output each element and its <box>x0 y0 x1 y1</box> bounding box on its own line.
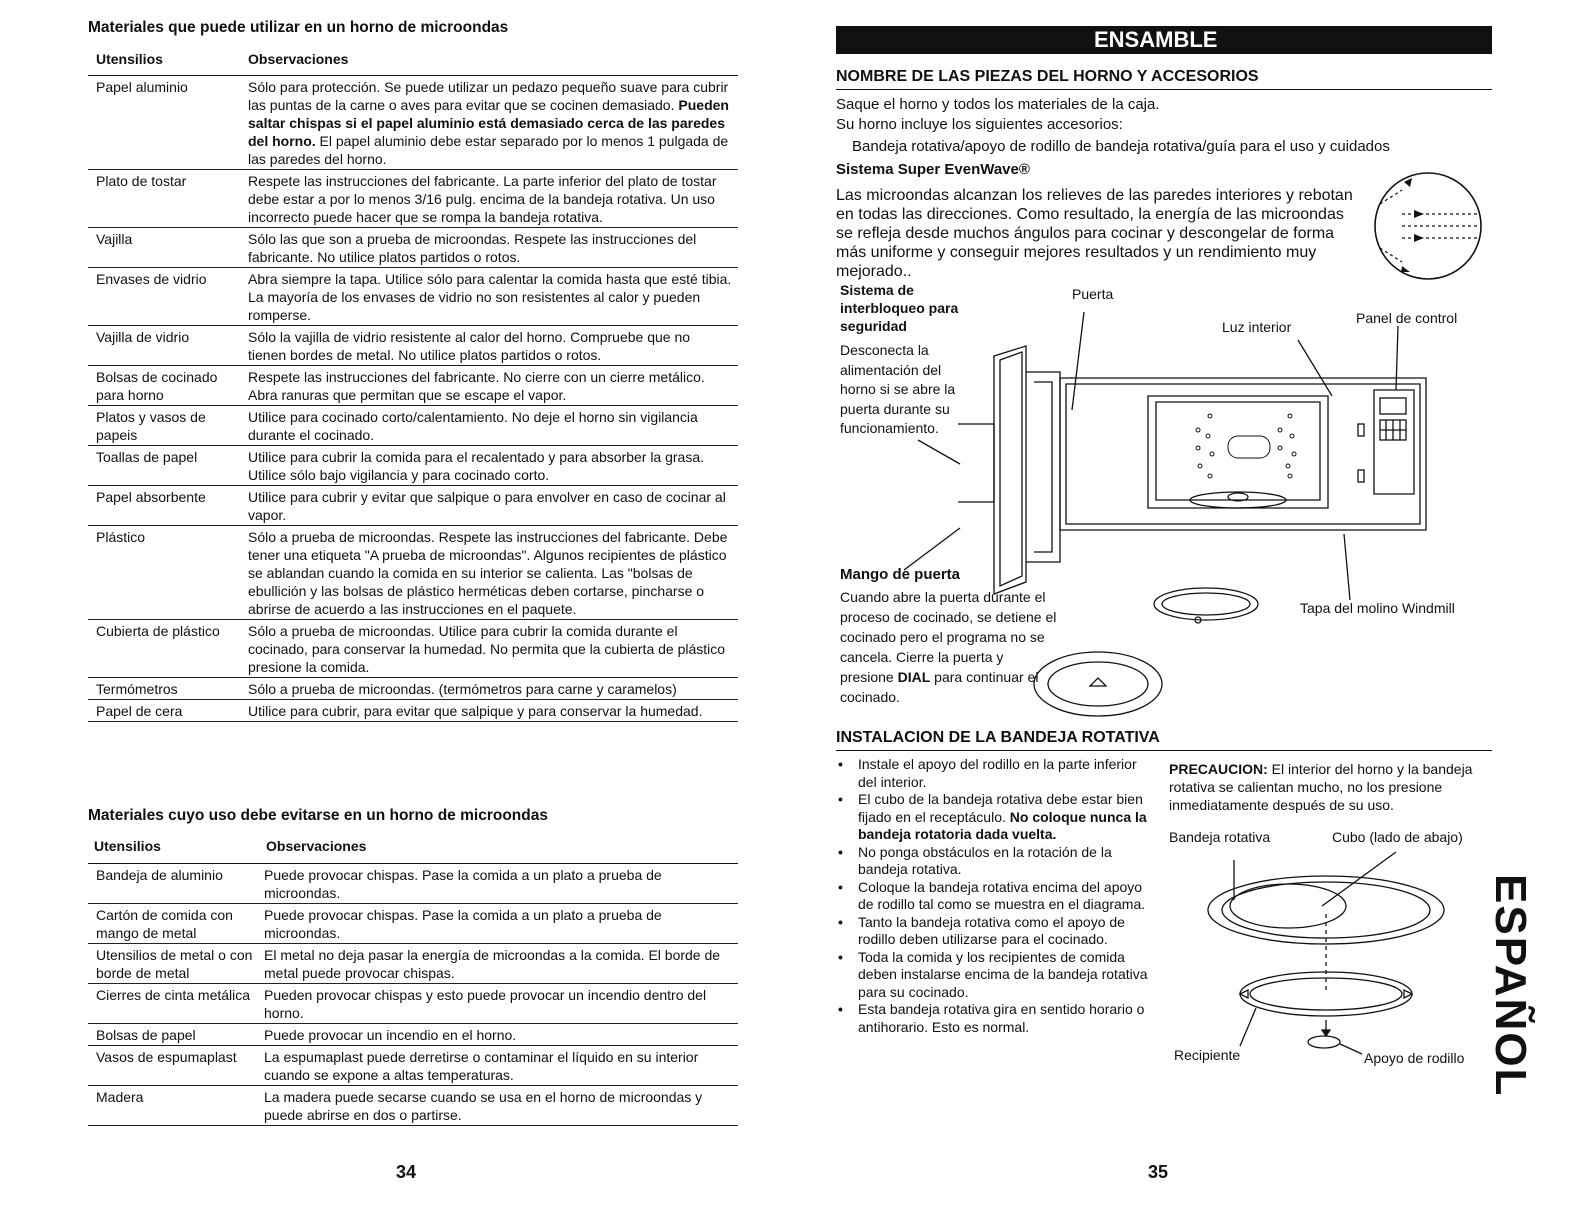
table-row <box>88 446 738 486</box>
avoid-materials-table <box>88 863 738 1126</box>
table-row <box>88 1024 738 1046</box>
turntable-heading: INSTALACION DE LA BANDEJA ROTATIVA <box>836 729 1160 746</box>
utensil-name: Cubierta de plástico <box>96 623 220 639</box>
observation-part: El papel aluminio debe estar separado por lo menos 1 pulgada de las paredes del horno. <box>248 133 729 167</box>
utensil-name: Plástico <box>96 529 146 545</box>
observation-text: Sólo a prueba de microondas. Respete las instrucciones del fabricante. Debe tener una etiqueta "A prueba de microondas". Algunos recipientes de plástico se ablandan cuando la comida en su interior se calienta. Las "bolsas de ebullición y las bolsas de plástico herméticas deben cortarse, pincharse o abrirse de acuerdo a las instrucciones en el paquete. <box>248 529 728 617</box>
list-item-text: Esta bandeja rotativa gira en sentido horario o antihorario. Esto es normal. <box>858 1001 1145 1035</box>
intro-line-3: Bandeja rotativa/apoyo de rodillo de bandeja rotativa/guía para el uso y cuidados <box>852 138 1390 155</box>
utensil-name: Platos y vasos de papeis <box>96 409 206 443</box>
observation-text: Utilice para cubrir la comida para el recalentado y para absorber la grasa. Utilice sólo bajo vigilancia y para cocinado corto. <box>248 449 705 483</box>
utensil-name: Vajilla <box>96 231 133 247</box>
precaucion-text: El interior del horno y la bandeja rotativa se calientan mucho, no los presione inmediatamente después de su uso. <box>1169 761 1473 813</box>
col-header-observaciones: Observaciones <box>248 51 349 67</box>
utensil-name: Vajilla de vidrio <box>96 329 190 345</box>
table-row <box>88 620 738 678</box>
label-recipiente: Recipiente <box>1174 1047 1241 1063</box>
list-item-text: No ponga obstáculos en la rotación de la bandeja rotativa. <box>858 843 1112 877</box>
list-item-text: Instale el apoyo del rodillo en la parte inferior del interior. <box>858 756 1137 790</box>
table-row <box>88 984 738 1024</box>
label-cubo: Cubo (lado de abajo) <box>1332 829 1463 845</box>
observation-text: Abra siempre la tapa. Utilice sólo para calentar la comida hasta que esté tibia. La mayoría de los envases de vidrio no son resistentes al calor y pueden romperse. <box>248 271 732 323</box>
utensil-name: Papel de cera <box>96 703 183 719</box>
observation-text: Sólo la vajilla de vidrio resistente al calor del horno. Compruebe que no tienen bordes de metal. No utilice platos partidos o rotos. <box>248 329 691 363</box>
utensil-name: Vasos de espumaplast <box>96 1049 237 1065</box>
table-row <box>88 526 738 620</box>
mango-title: Mango de puerta <box>840 566 961 583</box>
label-tapa-molino: Tapa del molino Windmill <box>1300 600 1455 616</box>
utensil-name: Madera <box>96 1089 144 1105</box>
mango-text-a: Cuando abre la puerta durante el proceso de cocinado, se detiene el cocinado pero el programa no se cancela. Cierre la puerta y presione <box>840 589 1057 685</box>
utensil-name: Termómetros <box>96 681 178 697</box>
utensil-name: Papel aluminio <box>96 79 188 95</box>
observation-text: Puede provocar chispas. Pase la comida a un plato a prueba de microondas. <box>264 907 662 941</box>
observation-warning: Pueden saltar chispas si el papel aluminio está demasiado cerca de las paredes del horno. <box>248 97 729 149</box>
interlock-text: Desconecta la alimentación del horno si se abre la puerta durante su funcionamiento. <box>840 342 956 436</box>
observation-text: Utilice para cocinado corto/calentamiento. No deje el horno sin vigilancia durante el cocinado. <box>248 409 698 443</box>
intro-line-2: Su horno incluye los siguientes accesorios: <box>836 116 1123 133</box>
mango-text-b: para continuar el cocinado. <box>840 669 1039 705</box>
list-item-text: Coloque la bandeja rotativa encima del apoyo de rodillo tal como se muestra en el diagrama. <box>858 878 1146 912</box>
turntable-diagram <box>836 0 1492 1100</box>
label-puerta: Puerta <box>1072 286 1114 302</box>
observation-text: Respete las instrucciones del fabricante. No cierre con un cierre metálico. Abra ranuras que permitan que se escape el vapor. <box>248 369 705 403</box>
table-row <box>88 700 738 722</box>
table-row <box>88 268 738 326</box>
observation-text: Puede provocar un incendio en el horno. <box>264 1027 517 1043</box>
observation-part: Sólo para protección. Se puede utilizar un pedazo pequeño suave para cubrir las puntas de la carne o aves para evitar que se cocinen demasiado. <box>248 79 729 113</box>
parts-heading: NOMBRE DE LAS PIEZAS DEL HORNO Y ACCESORIOS <box>836 68 1259 85</box>
table-row <box>88 366 738 406</box>
table-row <box>88 486 738 526</box>
page-number-left: 34 <box>396 1162 417 1182</box>
table-row <box>88 1046 738 1086</box>
utensil-name: Plato de tostar <box>96 173 187 189</box>
observation-text: Utilice para cubrir, para evitar que salpique y para conservar la humedad. <box>248 703 703 719</box>
table-row <box>88 228 738 268</box>
table-row <box>88 864 738 904</box>
utensil-name: Papel absorbente <box>96 489 206 505</box>
precaucion-label: PRECAUCION: <box>1169 761 1268 777</box>
label-panel-control: Panel de control <box>1356 310 1458 326</box>
mango-dial: DIAL <box>897 669 931 685</box>
page-number-right: 35 <box>1148 1162 1169 1182</box>
col-header-observaciones-2: Observaciones <box>266 838 367 854</box>
utensil-name: Cartón de comida con mango de metal <box>96 907 233 941</box>
utensil-name: Bandeja de aluminio <box>96 867 223 883</box>
col-header-utensilios: Utensilios <box>96 51 163 67</box>
utensil-name: Toallas de papel <box>96 449 198 465</box>
table-row <box>88 944 738 984</box>
utensil-name: Bolsas de cocinado para horno <box>96 369 218 403</box>
observation-text: Pueden provocar chispas y esto puede provocar un incendio dentro del horno. <box>264 987 707 1021</box>
label-luz-interior: Luz interior <box>1222 319 1292 335</box>
list-item-text: El cubo de la bandeja rotativa debe estar bien fijado en el receptáculo. <box>858 791 1143 825</box>
table-row <box>88 76 738 170</box>
table-row <box>88 326 738 366</box>
observation-text: Sólo a prueba de microondas. Utilice para cubrir la comida durante el cocinado, para conservar la humedad. No permita que la cubierta de plástico presione la comida. <box>248 623 726 675</box>
label-apoyo-rodillo: Apoyo de rodillo <box>1364 1050 1465 1066</box>
observation-text: El metal no deja pasar la energía de microondas a la comida. El borde de metal puede provocar chispas. <box>264 947 721 981</box>
intro-line-1: Saque el horno y todos los materiales de la caja. <box>836 96 1160 113</box>
observation-text <box>248 78 738 168</box>
col-header-utensilios-2: Utensilios <box>94 838 161 854</box>
list-item-text: Toda la comida y los recipientes de comida deben instalarse encima de la bandeja rotativa para su cocinado. <box>858 948 1148 1000</box>
observation-text: La madera puede secarse cuando se usa en el horno de microondas y puede abrirse en dos o partirse. <box>264 1089 703 1123</box>
label-bandeja: Bandeja rotativa <box>1169 829 1271 845</box>
table-row <box>88 170 738 228</box>
utensil-name: Bolsas de papel <box>96 1027 196 1043</box>
evenwave-title: Sistema Super EvenWave® <box>836 161 1030 178</box>
observation-text: Sólo a prueba de microondas. (termómetros para carne y caramelos) <box>248 681 677 697</box>
observation-text: Utilice para cubrir y evitar que salpique o para envolver en caso de cocinar al vapor. <box>248 489 726 523</box>
section-title-allowed: Materiales que puede utilizar en un horno de microondas <box>88 19 509 36</box>
utensil-name: Cierres de cinta metálica <box>96 987 251 1003</box>
interlock-title: Sistema de interbloqueo para seguridad <box>840 282 959 334</box>
observation-text: La espumaplast puede derretirse o contaminar el líquido en su interior cuando se expone a altas temperaturas. <box>264 1049 699 1083</box>
table-row <box>88 904 738 944</box>
table-row <box>88 1086 738 1126</box>
table-row <box>88 406 738 446</box>
section-title-avoid: Materiales cuyo uso debe evitarse en un horno de microondas <box>88 807 548 824</box>
list-item-warning: No coloque nunca la bandeja rotatoria dada vuelta. <box>858 808 1147 842</box>
evenwave-text: Las microondas alcanzan los relieves de las paredes interiores y rebotan en todas las direcciones. Como resultado, la energía de las microondas se refleja desde muchos ángulos para cocinar y descongelar de forma más uniforme y conseguir mejores resultados y un rendimiento muy mejorado.. <box>836 187 1353 280</box>
observation-text: Sólo las que son a prueba de microondas. Respete las instrucciones del fabricante. No utilice platos partidos o rotos. <box>248 231 697 265</box>
side-tab-text: ESPAÑOL <box>1486 874 1535 1098</box>
observation-text: Respete las instrucciones del fabricante. La parte inferior del plato de tostar debe estar a por lo menos 3/16 pulg. encima de la bandeja rotativa. Un uso incorrecto puede hacer que se rompa la bandeja rotativa. <box>248 173 717 225</box>
banner-text: ENSAMBLE <box>1094 27 1218 52</box>
utensil-name: Envases de vidrio <box>96 271 207 287</box>
utensil-name: Utensilios de metal o con borde de metal <box>96 947 253 981</box>
language-side-tab <box>1486 873 1535 1098</box>
allowed-materials-table <box>88 75 738 722</box>
observation-text: Puede provocar chispas. Pase la comida a un plato a prueba de microondas. <box>264 867 662 901</box>
list-item-text: Tanto la bandeja rotativa como el apoyo de rodillo deben utilizarse para el cocinado. <box>858 913 1125 947</box>
table-row <box>88 678 738 700</box>
